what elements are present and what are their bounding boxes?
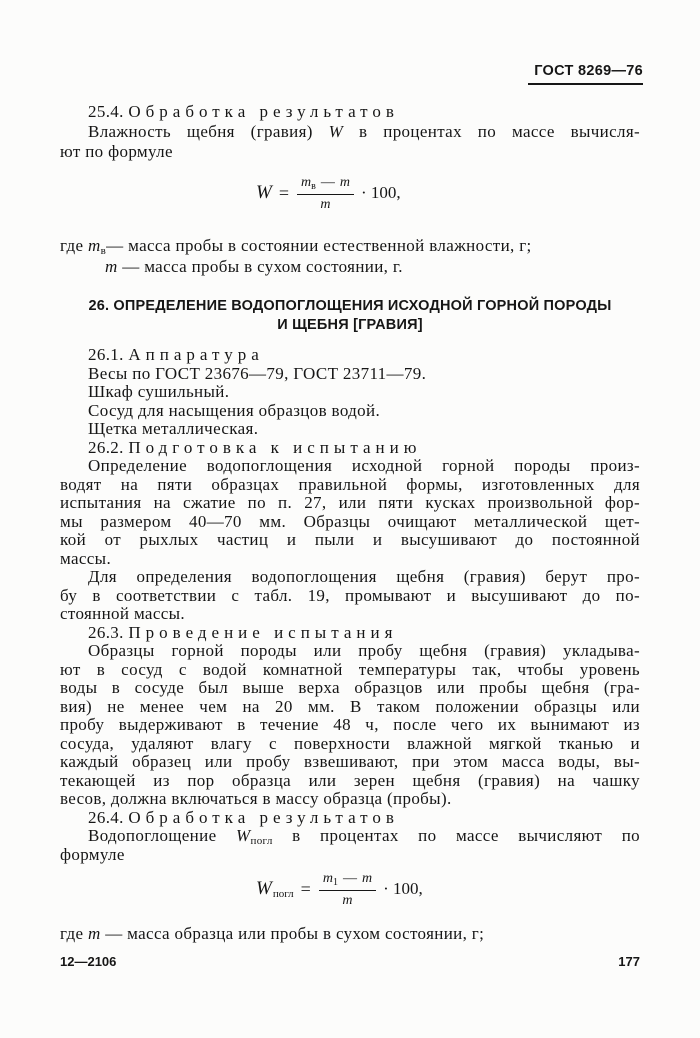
section-title: Обработка результатов <box>128 102 399 121</box>
variable-m: m <box>105 257 118 276</box>
running-header-standard-code: ГОСТ 8269—76 <box>528 62 643 85</box>
section-26-2-heading <box>60 439 640 458</box>
fraction <box>319 869 376 910</box>
paragraph-line: пробу выдерживают в течение 48 ч, после чего их вынимают из <box>60 715 640 734</box>
paragraph-line: бу в соответствии с табл. 19, промывают и высушивают до по- <box>60 585 640 605</box>
section-number: 26.4. <box>88 807 124 827</box>
absorption-formula-legend <box>60 925 640 944</box>
multiplier: · 100, <box>383 879 423 898</box>
legend-text: — масса пробы в сухом состоянии, г. <box>117 257 403 276</box>
absorption-formula <box>256 868 423 910</box>
paragraph-line: сосуда, удаляют влагу с поверхности влажной мягкой тканью и <box>60 733 640 753</box>
section-number: 26.2. <box>88 437 124 457</box>
equipment-item: Шкаф сушильный. <box>88 382 230 401</box>
variable-m: m <box>300 174 312 190</box>
paragraph-line: формуле <box>60 844 125 864</box>
formula-lhs-variable: W <box>256 878 272 899</box>
multiplier: · 100, <box>360 183 401 202</box>
legend-line <box>60 256 640 277</box>
fraction-numerator <box>297 173 354 195</box>
page-number: 177 <box>618 954 640 969</box>
section-number: 26.1. <box>88 345 124 364</box>
line-text: Влажность щебня (гравия) <box>88 122 329 141</box>
line-text: в процентах по массе вычисля- <box>343 122 640 141</box>
section-25-4-heading <box>60 102 640 122</box>
fraction-denominator <box>320 195 330 214</box>
subscript: погл <box>250 835 273 847</box>
section-title: Аппаратура <box>128 345 264 364</box>
moisture-formula <box>256 172 401 214</box>
minus-sign: — <box>320 174 335 190</box>
paragraph-line: весов, должна включаться в массу образца (пробы). <box>60 789 452 808</box>
variable-m: m <box>87 924 101 943</box>
paragraph-line: Для определения водопоглощения щебня (гравия) берут про- <box>88 567 640 586</box>
paragraph-line <box>60 122 640 142</box>
paragraph-line: испытания на сжатие по п. 27, или пяти кусках произвольной фор- <box>60 493 640 512</box>
fraction-numerator <box>319 869 376 891</box>
section-26-body <box>60 346 640 864</box>
legend-line <box>60 235 640 256</box>
paragraph-line: водят на пяти образцах правильной формы, изготовленных для <box>60 474 640 494</box>
fraction-denominator <box>342 891 352 910</box>
equals-sign: = <box>278 182 289 203</box>
paragraph-line: мы размером 40—70 мм. Образцы очищают металлической щет- <box>60 511 640 531</box>
equals-sign: = <box>300 878 311 899</box>
subscript: погл <box>272 888 294 900</box>
equipment-item: Сосуд для насыщения образцов водой. <box>88 400 381 420</box>
section-title: Подготовка к испытанию <box>128 437 422 457</box>
section-26-1-heading <box>60 346 640 365</box>
equipment-item: Весы по ГОСТ 23676—79, ГОСТ 23711—79. <box>88 363 427 383</box>
section-26-3-heading <box>60 624 640 643</box>
variable-m: m <box>342 892 353 908</box>
equipment-item: Щетка металлическая. <box>88 419 259 438</box>
section-26-heading <box>60 297 640 335</box>
section-title: Проведение испытания <box>128 622 398 642</box>
line-text: Водопоглощение <box>88 826 236 845</box>
variable-m: m <box>87 236 101 255</box>
variable-m: m <box>320 196 331 212</box>
variable-w: W <box>235 826 251 845</box>
legend-text: — масса пробы в состоянии естественной влажности, г; <box>106 236 532 255</box>
subscript: 1 <box>332 876 338 888</box>
paragraph-line: текающей из пор образца или зерен щебня (гравия) на чашку <box>60 770 640 790</box>
minus-sign: — <box>342 870 357 886</box>
paragraph-line: Образцы горной породы или пробу щебня (гравия) укладыва- <box>88 641 640 660</box>
line-text: в процентах по массе вычисляют по <box>272 826 640 845</box>
variable-m: m <box>361 870 373 886</box>
paragraph-line: каждый образец или пробу взвешивают, при этом масса воды, вы- <box>60 752 640 771</box>
formula-lhs-variable: W <box>256 182 272 203</box>
legend-lead: где <box>60 236 88 255</box>
paragraph-line: ют в сосуд с водой комнатной температуры так, чтобы уровень <box>60 659 640 679</box>
heading-line: И ЩЕБНЯ [ГРАВИЯ] <box>277 317 423 333</box>
section-number: 25.4. <box>88 102 124 121</box>
paragraph-line: воды в сосуде был выше верха образцов или пробы щебня (гра- <box>60 678 640 697</box>
paragraph-line: кой от рыхлых частиц и пыли и высушивают до постоянной <box>60 530 640 549</box>
legend-line <box>60 925 640 944</box>
variable-m: m <box>339 174 350 190</box>
legend-text: — масса образца или пробы в сухом состоянии, г; <box>100 924 485 943</box>
section-25-4 <box>60 102 640 162</box>
paragraph-line <box>60 827 640 846</box>
paragraph-line: ют по формуле <box>60 142 173 161</box>
moisture-formula-legend <box>60 235 640 277</box>
subscript: в <box>311 180 316 192</box>
paragraph-line: стоянной массы. <box>60 604 185 623</box>
section-number: 26.3. <box>88 622 124 642</box>
variable-m: m <box>322 870 333 886</box>
footer-signature: 12—2106 <box>60 954 117 969</box>
legend-lead: где <box>60 924 88 943</box>
variable-w: W <box>328 122 344 141</box>
section-26-4-heading <box>60 809 640 828</box>
paragraph-line: массы. <box>60 548 112 568</box>
paragraph-line: вия) не менее чем на 20 мм. В таком положении образцы или <box>60 696 640 716</box>
subscript: в <box>100 245 107 257</box>
heading-line: 26. ОПРЕДЕЛЕНИЕ ВОДОПОГЛОЩЕНИЯ ИСХОДНОЙ ГОРНОЙ ПОРОДЫ <box>88 298 612 314</box>
fraction <box>297 173 354 214</box>
section-title: Обработка результатов <box>128 807 399 827</box>
paragraph-line: Определение водопоглощения исходной горной породы произ- <box>88 456 640 475</box>
